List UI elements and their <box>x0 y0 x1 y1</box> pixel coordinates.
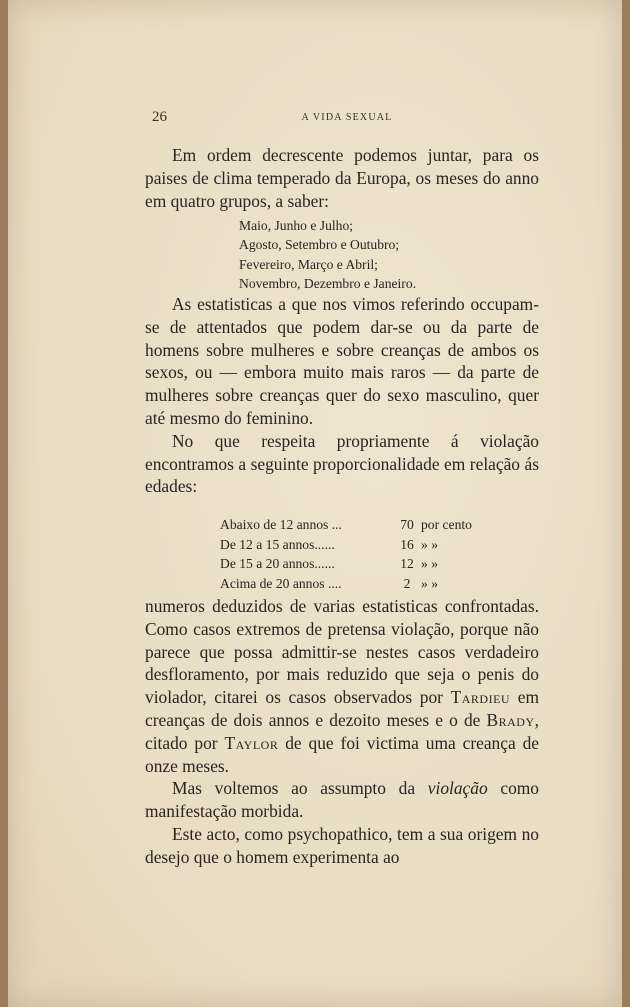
book-page <box>8 0 622 1007</box>
text-run: numeros deduzidos de varias estatisticas confrontadas. Como casos extremos de pretensa violação, porque não parece que possa admittir-se nestes casos verdadeiro desfloramento, por mais reduzido que seja o penis do violador, citarei os casos observados por <box>145 596 539 708</box>
paragraph-cases <box>145 595 539 869</box>
age-percent: 12 <box>400 556 414 571</box>
table-row <box>220 554 490 574</box>
text-run: de que foi victima uma creança de onze meses. <box>145 732 539 776</box>
text-run: Mas voltemos ao assumpto da <box>172 778 428 799</box>
paragraph-text: Este acto, como psychopathico, tem a sua origem no desejo que o homem experimenta ao <box>145 823 539 867</box>
age-label: Abaixo de 12 annos ... <box>220 517 342 532</box>
paragraph-text: Em ordem decrescente podemos juntar, para os paises de clima temperado da Europa, os meses do anno em quatro grupos, a saber: <box>145 145 539 211</box>
age-percent: 16 <box>400 536 414 552</box>
author-taylor: Taylor <box>224 732 279 753</box>
table-row <box>220 515 490 535</box>
age-unit: » » <box>421 536 438 552</box>
paragraph-text: As estatisticas a que nos vimos referindo occupam-se de attentados que podem dar-se ou da parte de homens sobre mulheres e sobre creanças de ambos os sexos, ou — embora muito mais raros — da parte de mulheres sobre creanças quer do sexo masculino, quer até mesmo do feminino. <box>145 294 539 428</box>
page-header <box>152 109 542 129</box>
list-item: Fevereiro, Março e Abril; <box>239 256 378 272</box>
paragraph-statistics <box>145 293 539 498</box>
age-unit: » » <box>421 556 438 571</box>
month-groups-list <box>239 216 416 294</box>
list-item: Maio, Junho e Julho; <box>239 218 354 233</box>
author-tardieu: Tardieu <box>450 687 511 708</box>
age-label: De 15 a 20 annos...... <box>220 556 335 571</box>
running-title: A VIDA SEXUAL <box>301 112 393 123</box>
age-percent: 70 <box>400 517 414 532</box>
paragraph-text <box>145 595 539 777</box>
table-row <box>220 574 490 594</box>
paragraph-text <box>145 777 539 823</box>
age-label: Acima de 20 annos .... <box>220 575 342 591</box>
age-label: De 12 a 15 annos...... <box>220 536 335 552</box>
text-run: como manifestação morbida. <box>145 778 539 822</box>
text-run: , citado por <box>145 709 539 753</box>
age-unit: » » <box>421 575 438 591</box>
page-number: 26 <box>152 109 167 125</box>
author-brady: Brady <box>486 709 535 730</box>
paragraph-intro <box>145 144 539 212</box>
text-run: em creanças de dois annos e dezoito meses e o de <box>145 687 539 730</box>
list-item: Novembro, Dezembro e Janeiro. <box>239 276 417 292</box>
age-unit: por cento <box>421 517 472 532</box>
paragraph-text: No que respeita propriamente á violação encontramos a seguinte proporcionalidade em relação ás edades: <box>145 430 539 497</box>
table-row <box>220 535 490 555</box>
list-item: Agosto, Setembro e Outubro; <box>239 237 400 253</box>
emphasis-violacao: violação <box>427 778 488 799</box>
age-percent: 2 <box>403 575 411 591</box>
age-proportion-table <box>220 515 490 593</box>
